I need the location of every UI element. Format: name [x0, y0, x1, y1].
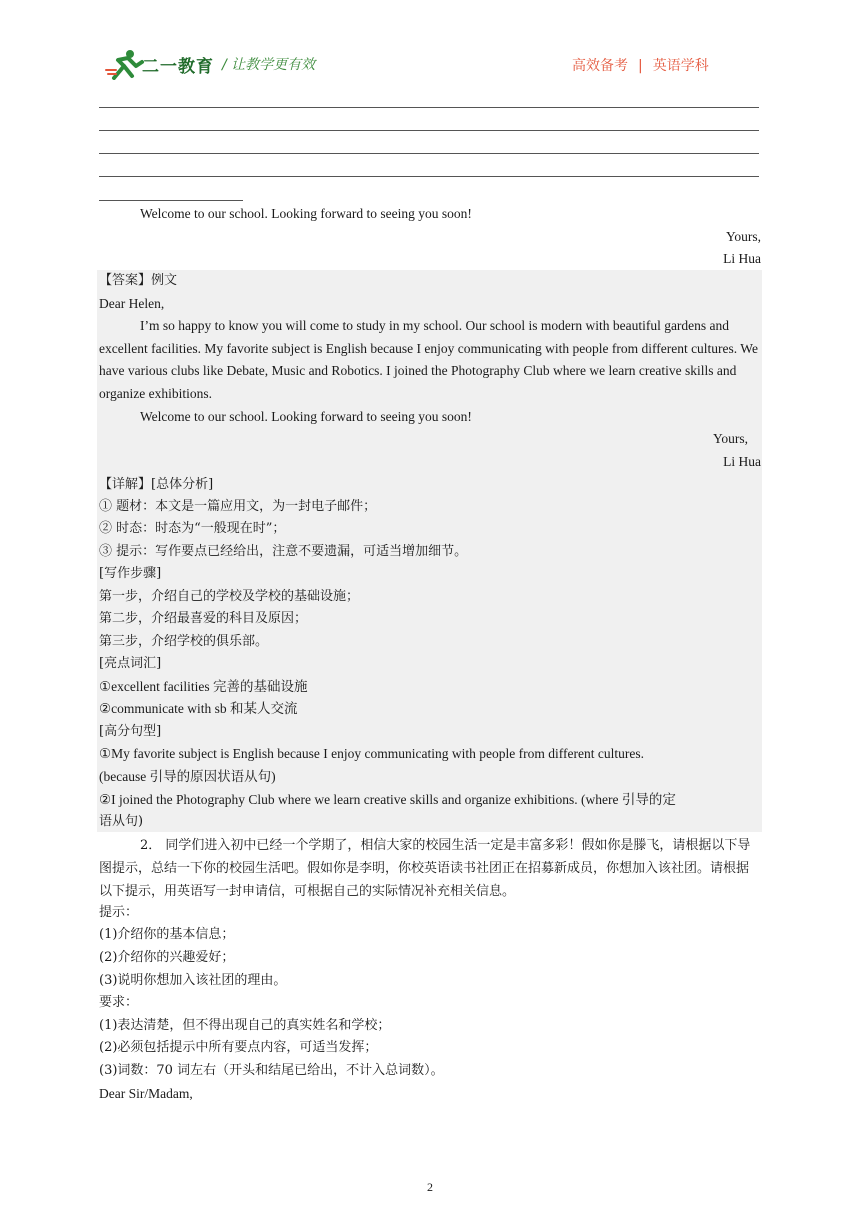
question-2-line: (3)词数：70 词左右（开头和结尾已给出，不计入总词数）。: [99, 1063, 444, 1078]
question-2-line: (2)介绍你的兴趣爱好；: [99, 950, 235, 965]
question-2-greeting: Dear Sir/Madam,: [99, 1086, 193, 1101]
answer-line: [99, 200, 243, 201]
detail-line: 第一步，介绍自己的学校及学校的基础设施；: [99, 589, 360, 604]
detail-line: ① 题材：本文是一篇应用文，为一封电子邮件；: [99, 499, 377, 514]
detail-line: ② 时态：时态为“一般现在时”；: [99, 521, 286, 536]
closing-welcome: Welcome to our school. Looking forward to seeing you soon!: [140, 206, 472, 221]
answer-label: 【答案】例文: [99, 273, 178, 288]
detail-line: [高分句型]: [99, 724, 162, 739]
detail-label: 【详解】[总体分析]: [99, 477, 214, 492]
question-2-line: (2)必须包括提示中所有要点内容，可适当发挥；: [99, 1040, 378, 1055]
letter-welcome: Welcome to our school. Looking forward to seeing you soon!: [140, 409, 472, 424]
question-2-prompt: 2． 同学们进入初中已经一个学期了，相信大家的校园生活一定是丰富多彩！假如你是滕飞，请根据以下导图提示，总结一下你的校园生活吧。假如你是李明，你校英语读书社团正在招募新成员，你想加入该社团。请根据以下提示，用英语写一封申请信，可根据自己的实际情况补充相关信息。: [99, 838, 751, 899]
detail-line: 第二步，介绍最喜爱的科目及原因；: [99, 611, 308, 626]
detail-line: (because 引导的原因状语从句): [99, 769, 276, 784]
detail-line: ①excellent facilities 完善的基础设施: [99, 679, 308, 694]
letter-body: I’m so happy to know you will come to study in my school. Our school is modern with beautiful gardens and excellent facilities. My favorite subject is English because I enjoy communicating with people from different cultures. We have various clubs like Debate, Music and Robotics. I joined the Photography Club where we learn creative skills and organize exhibitions.: [99, 318, 758, 401]
page-header: [0, 0, 860, 100]
letter-greeting: Dear Helen,: [99, 296, 165, 311]
question-2-line: (1)表达清楚，但不得出现自己的真实姓名和学校；: [99, 1018, 391, 1033]
question-2-line: 提示：: [99, 905, 139, 920]
detail-line: ②communicate with sb 和某人交流: [99, 701, 298, 716]
answer-line: [99, 107, 759, 108]
answer-line: [99, 130, 759, 131]
closing-name: Li Hua: [723, 251, 761, 266]
letter-yours: Yours,: [712, 431, 748, 446]
answer-line: [99, 153, 759, 154]
detail-line: ②I joined the Photography Club where we learn creative skills and organize exhibitions. (where 引导的定: [99, 792, 676, 807]
detail-line: ③ 提示：写作要点已经给出，注意不要遗漏，可适当增加细节。: [99, 544, 468, 559]
detail-line: [写作步骤]: [99, 566, 162, 581]
header-exam-label: 高效备考: [572, 58, 628, 74]
detail-line: 语从句): [99, 814, 144, 829]
detail-line: [亮点词汇]: [99, 656, 162, 671]
page-number: 2: [427, 1180, 433, 1194]
question-2-line: (3)说明你想加入该社团的理由。: [99, 973, 287, 988]
header-separator: |: [638, 58, 643, 74]
letter-name: Li Hua: [723, 454, 761, 469]
question-2-line: (1)介绍你的基本信息；: [99, 927, 235, 942]
question-2-line: 要求：: [99, 995, 139, 1010]
header-subject: [572, 55, 709, 75]
answer-line: [99, 176, 759, 177]
slogan: / 让教学更有效: [222, 57, 316, 73]
detail-line: 第三步，介绍学校的俱乐部。: [99, 634, 269, 649]
logo-text: 二一教育: [142, 57, 214, 77]
detail-line: ①My favorite subject is English because I enjoy communicating with people from different cultures.: [99, 746, 644, 761]
header-subject-label: 英语学科: [652, 58, 709, 74]
closing-yours: Yours,: [725, 229, 761, 244]
